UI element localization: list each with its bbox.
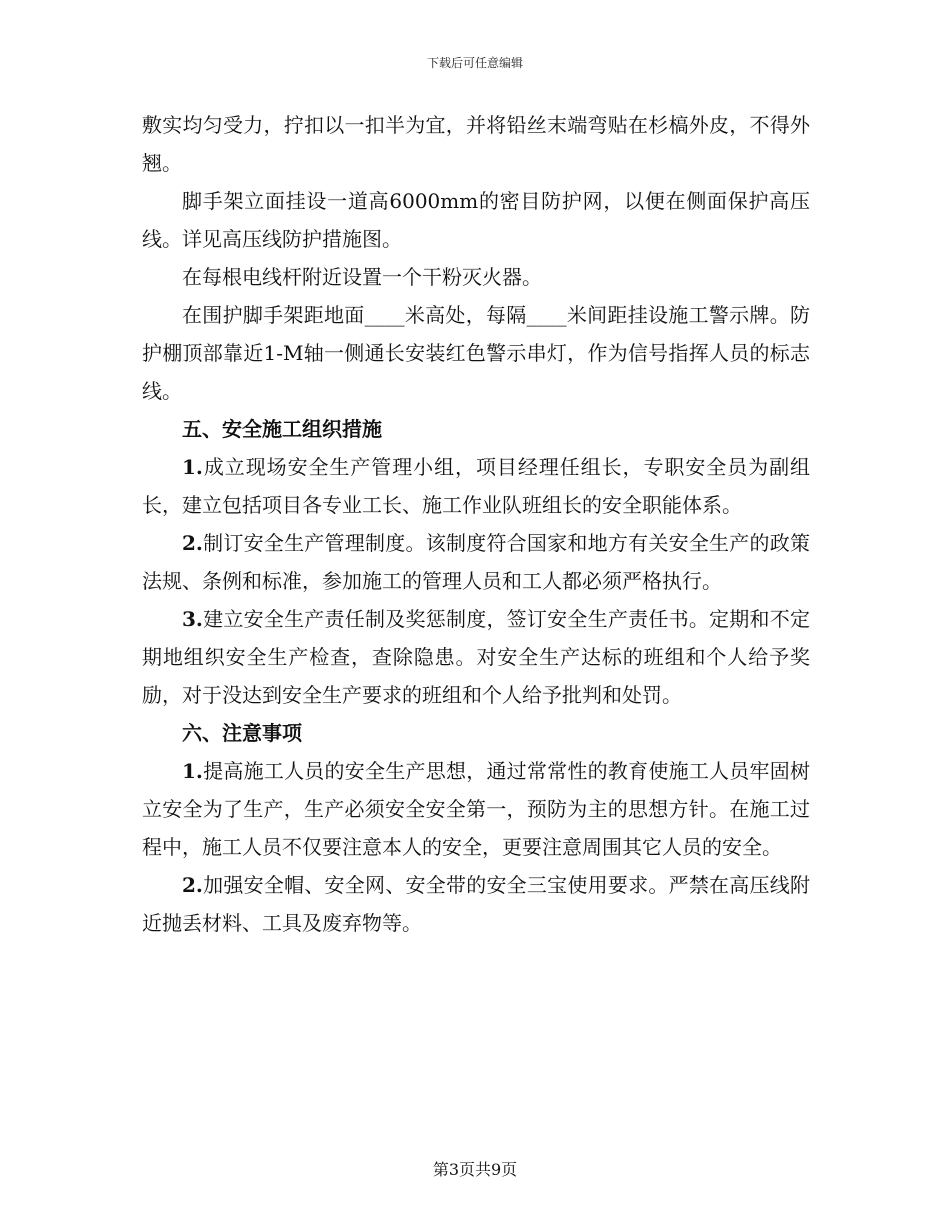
paragraph-safety-net: 脚手架立面挂设一道高6000mm的密目防护网，以便在侧面保护高压线。详见高压线防护措施图。 <box>142 189 810 251</box>
section5-item-3 <box>142 600 810 714</box>
paragraph-warning-signs: 在围护脚手架距地面____米高处，每隔____米间距挂设施工警示牌。防护棚顶部靠近1-M轴一侧通长安装红色警示串灯，作为信号指挥人员的标志线。 <box>142 303 810 403</box>
item-number: 2. <box>182 873 203 897</box>
item-text: 提高施工人员的安全生产思想，通过常常性的教育使施工人员牢固树立安全为了生产，生产必须安全安全第一，预防为主的思想方针。在施工过程中，施工人员不仅要注意本人的安全，更要注意周围其它人员的安全。 <box>142 759 810 859</box>
section5-item-1 <box>142 448 810 524</box>
section6-item-1 <box>142 752 810 866</box>
item-text: 成立现场安全生产管理小组，项目经理任组长，专职安全员为副组长，建立包括项目各专业工长、施工作业队班组长的安全职能体系。 <box>142 455 810 517</box>
document-body <box>142 106 810 942</box>
section-heading-5: 五、安全施工组织措施 <box>182 417 382 441</box>
item-text: 建立安全生产责任制及奖惩制度，签订安全生产责任书。定期和不定期地组织安全生产检查，查除隐患。对安全生产达标的班组和个人给予奖励，对于没达到安全生产要求的班组和个人给予批判和处罚。 <box>142 607 810 707</box>
item-text: 制订安全生产管理制度。该制度符合国家和地方有关安全生产的政策法规、条例和标准，参加施工的管理人员和工人都必须严格执行。 <box>142 531 810 593</box>
item-number: 1. <box>182 759 203 783</box>
item-number: 2. <box>182 531 203 555</box>
page-footer: 第3页共9页 <box>432 1160 518 1179</box>
section-heading-6: 六、注意事项 <box>182 721 302 745</box>
section5-item-2 <box>142 524 810 600</box>
item-number: 3. <box>182 607 203 631</box>
item-number: 1. <box>182 455 203 479</box>
paragraph-fire-extinguisher: 在每根电线杆附近设置一个干粉灭火器。 <box>182 265 542 289</box>
paragraph-continuation: 敷实均匀受力，拧扣以一扣半为宜，并将铅丝末端弯贴在杉槁外皮，不得外翘。 <box>142 113 810 175</box>
item-text: 加强安全帽、安全网、安全带的安全三宝使用要求。严禁在高压线附近抛丢材料、工具及废弃物等。 <box>142 873 810 935</box>
section6-item-2 <box>142 866 810 942</box>
page-header: 下载后可任意编辑 <box>426 56 523 70</box>
